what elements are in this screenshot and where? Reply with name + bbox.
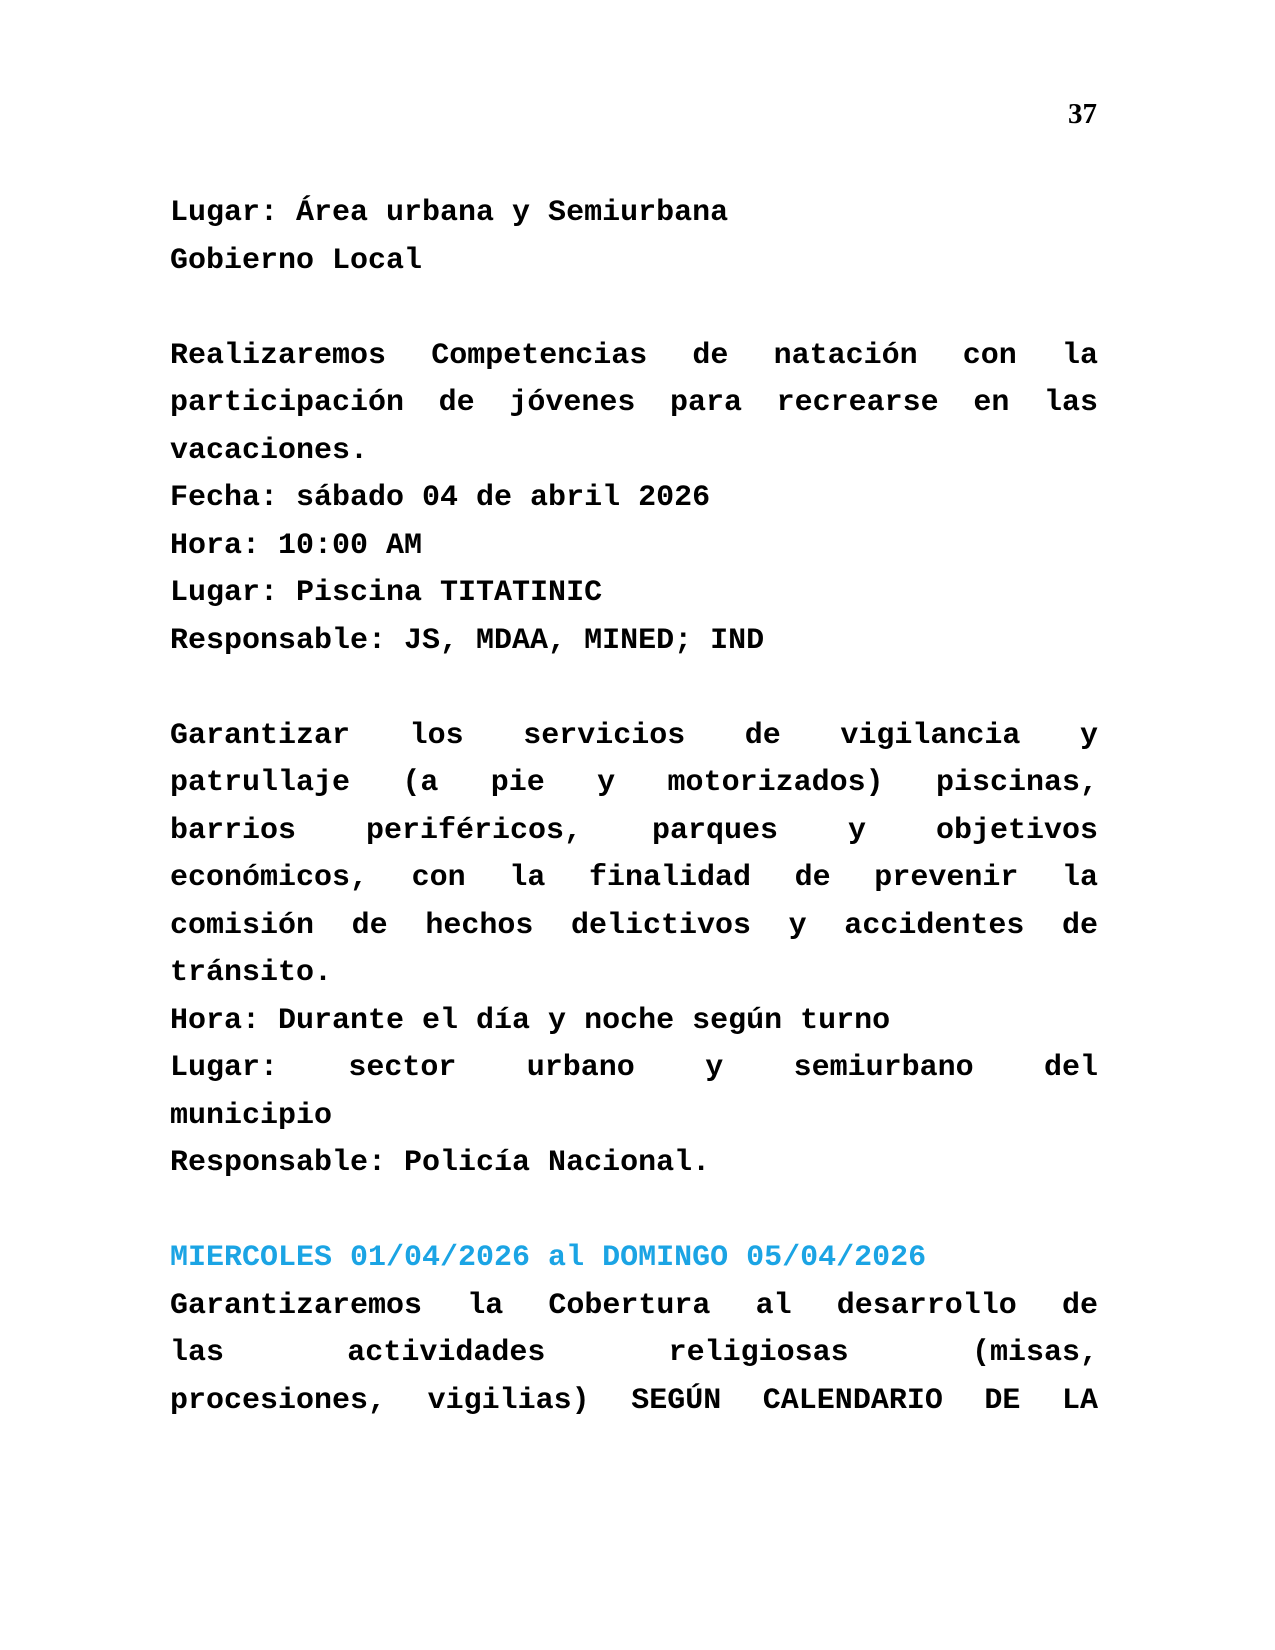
blank-line [170,285,1098,333]
document-body [170,190,1098,1425]
text-line: participación de jóvenes para recrearse en las [170,386,1098,420]
text-line: barrios periféricos, parques y objetivos [170,813,1098,848]
text-line: Garantizar los servicios de vigilancia y [170,718,1098,753]
text-line: comisión de hechos delictivos y accidentes de [170,908,1098,943]
text-line: Garantizaremos la Cobertura al desarrollo de [170,1288,1098,1323]
text-line: Realizaremos Competencias de natación con la [170,338,1098,373]
text-line: Lugar: Piscina TITATINIC [170,576,603,610]
text-line: patrullaje (a pie y motorizados) piscinas, [170,766,1098,800]
text-line: Lugar: sector urbano y semiurbano del [170,1051,1098,1085]
page-number: 37 [1068,98,1097,130]
blank-line [170,665,1098,713]
text-line: las actividades religiosas (misas, [170,1336,1098,1370]
text-line: Fecha: sábado 04 de abril 2026 [170,481,711,515]
text-line: Responsable: Policía Nacional. [170,1146,711,1180]
text-line: municipio [170,1098,333,1133]
text-line: Lugar: Área urbana y Semiurbana [170,196,729,230]
text-line: Hora: Durante el día y noche según turno [170,1003,891,1038]
blank-line [170,1188,1098,1236]
text-line: tránsito. [170,956,333,990]
text-line: Responsable: JS, MDAA, MINED; IND [170,623,765,658]
text-line: Gobierno Local [170,243,423,278]
text-line: procesiones, vigilias) SEGÚN CALENDARIO DE LA [170,1383,1098,1418]
text-line: económicos, con la finalidad de prevenir la [170,861,1098,895]
text-line: vacaciones. [170,433,369,468]
date-range-heading: MIERCOLES 01/04/2026 al DOMINGO 05/04/2026 [170,1241,927,1275]
text-line: Hora: 10:00 AM [170,528,423,563]
